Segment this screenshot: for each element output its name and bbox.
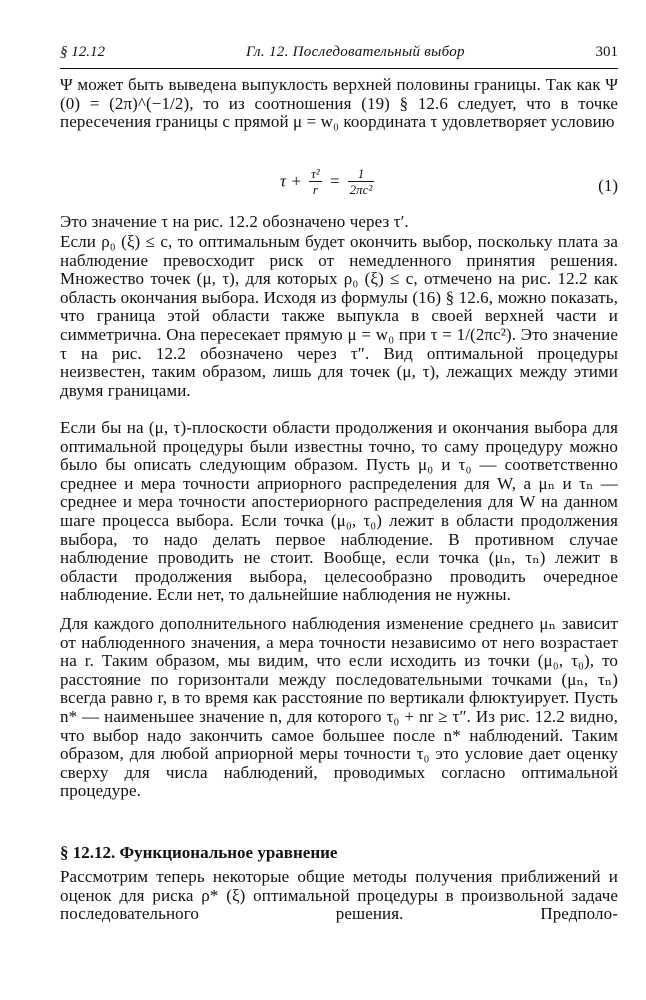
formula-equals: = [328, 171, 341, 191]
paragraph-functional-equation: Рассмотрим теперь некоторые общие методы получения приближений и оценок для риска ρ* (ξ) оптимальной процедуры в произвольной задаче последовательного решения. Предполо- [60, 867, 618, 924]
formula-fraction-tau-squared-over-r [309, 166, 322, 197]
section-heading: § 12.12. Функциональное уравнение [60, 843, 338, 862]
header-section-number: § 12.12 [60, 44, 105, 60]
fraction-numerator: τ² [311, 166, 320, 181]
fraction-denominator: r [312, 182, 318, 197]
paragraph-procedure: Если бы на (μ, τ)-плоскости области продолжения и окончания выбора для оптимальной процедуры были известны точно, то саму процедуру можно было бы описать следующим образом. Пусть μ₀ и τ₀ — соответственно среднее и мера точности априорного распределения для W, а μₙ и τₙ — среднее и мера точности апостериорного распределения для W на данном шаге процесса выбора. Если точка (μ₀, τ₀) лежит в области продолжения выбора, то надо делать первое наблюдение. В противном случае наблюдение проводить не стоит. Вообще, если точка (μₙ, τₙ) лежит в области продолжения выбора, целесообразно проводить очередное наблюдение. Если нет, то дальнейшие наблюдения не нужны. [60, 418, 618, 605]
paragraph-observations: Для каждого дополнительного наблюдения изменение среднего μₙ зависит от наблюденного значения, а мера точности независимо от него возрастает на r. Таким образом, мы видим, что если исходить из точки (μ₀, τ₀), то расстояние по горизонтали между последовательными точками (μₙ, τₙ) всегда равно r, в то время как расстояние по вертикали флюктуирует. Пусть n* — наименьшее значение n, для которого τ₀ + nr ≥ τ″. Из рис. 12.2 видно, что выбор надо закончить самое большее после n* наблюдений. Таким образом, для любой априорной меры точности τ₀ это условие дает оценку сверху для числа наблюдений, проводимых согласно оптимальной процедуре. [60, 614, 618, 801]
fraction-denominator: 2πc² [349, 182, 373, 197]
fraction-numerator: 1 [348, 166, 375, 182]
page-number: 301 [595, 44, 618, 60]
formula-lhs: τ + [280, 171, 302, 191]
header-chapter-title: Гл. 12. Последовательный выбор [246, 44, 465, 60]
equation-1 [280, 166, 377, 206]
running-header [60, 44, 618, 68]
equation-number: (1) [598, 176, 618, 195]
header-rule [60, 68, 618, 69]
paragraph-convexity: Ψ может быть выведена выпуклость верхней половины границы. Так как Ψ (0) = (2π)^(−1/2), то из соотношения (19) § 12.6 следует, что в точке пересечения границы с прямой μ = w₀ координата τ удовлетворяет условию [60, 75, 618, 132]
paragraph-tau-prime: Это значение τ на рис. 12.2 обозначено через τ′. [60, 212, 409, 231]
paragraph-stopping-region: Если ρ₀ (ξ) ≤ c, то оптимальным будет окончить выбор, поскольку плата за наблюдение превосходит риск от немедленного принятия решения. Множество точек (μ, τ), для которых ρ₀ (ξ) ≤ c, отмечено на рис. 12.2 как область окончания выбора. Исходя из формулы (16) § 12.6, можно показать, что граница этой области также выпукла в своей верхней части и симметрична. Она пересекает прямую μ = w₀ при τ = 1/(2πc²). Это значение τ на рис. 12.2 обозначено через τ″. Вид оптимальной процедуры неизвестен, таким образом, лишь для точек (μ, τ), лежащих между этими двумя границами. [60, 232, 618, 400]
formula-fraction-rhs [348, 166, 375, 197]
